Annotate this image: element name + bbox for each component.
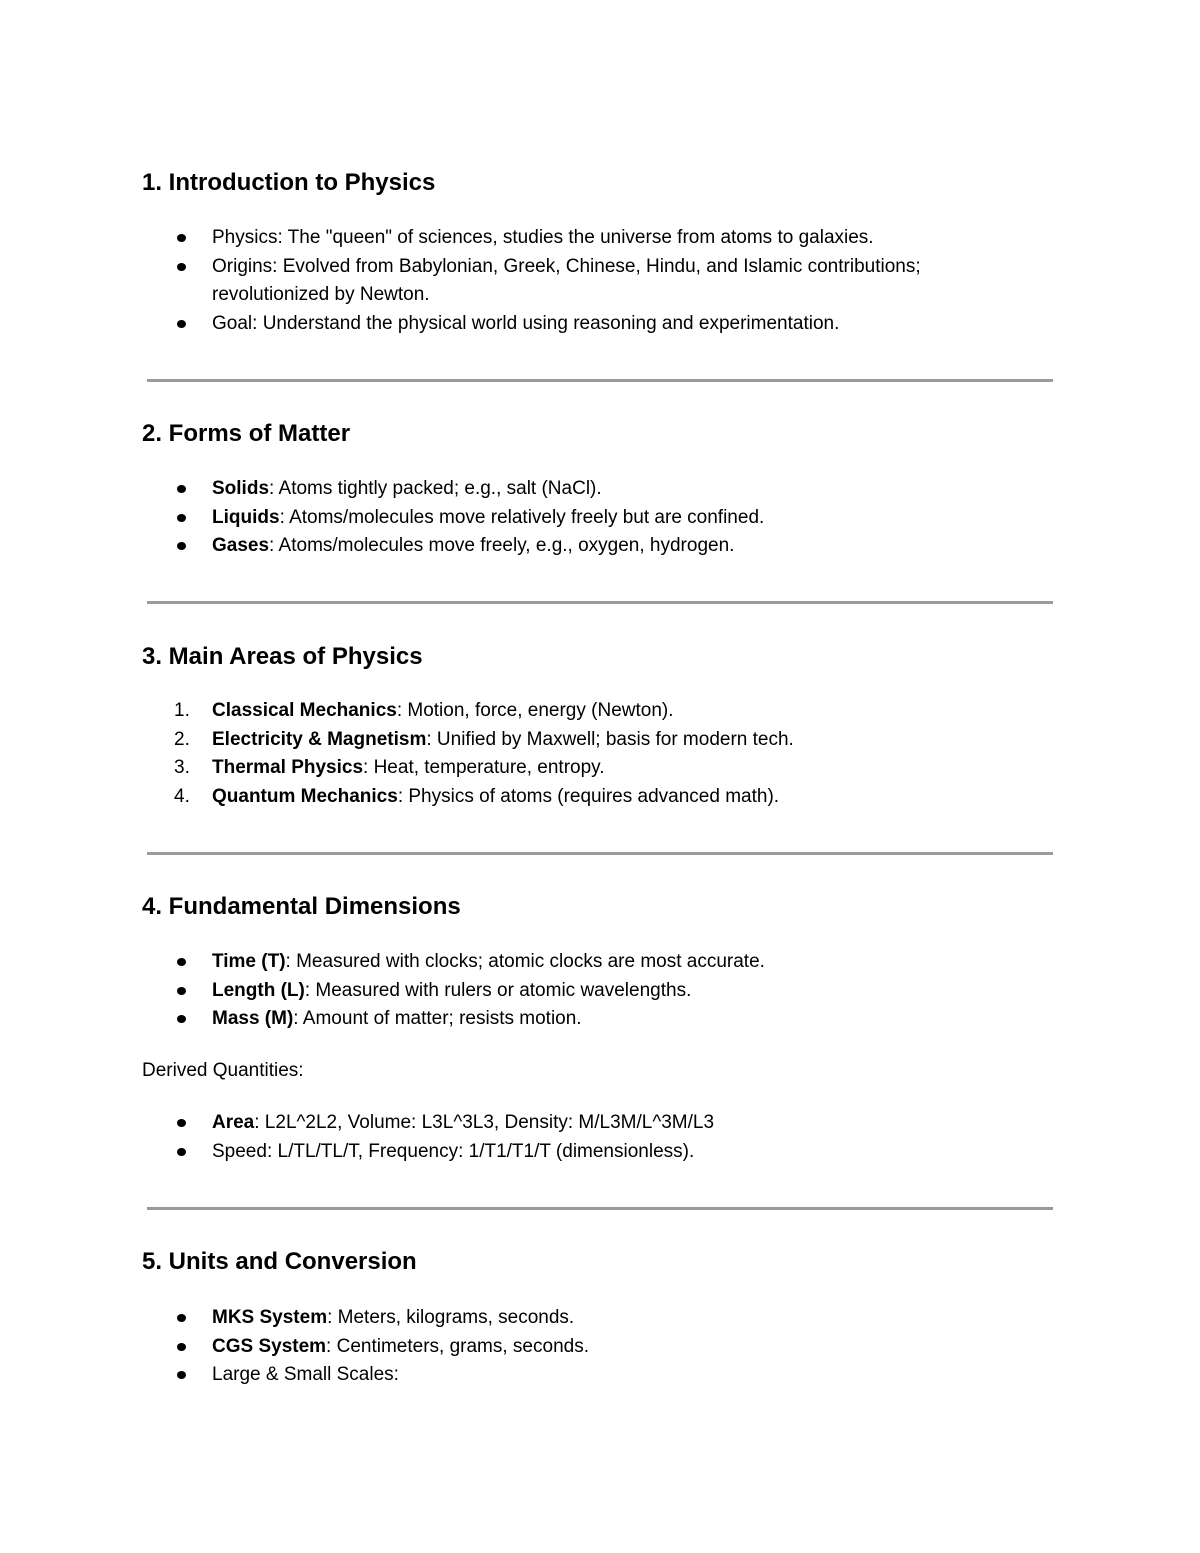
bullet-icon [177, 234, 186, 242]
item-text: Speed: L/TL/TL/T, Frequency: 1/T1/T1/T (dimensionless). [212, 1140, 695, 1162]
item-number: 3. [174, 757, 190, 778]
item-number: 2. [174, 728, 190, 750]
list-item [0, 1361, 1032, 1390]
list-item [0, 532, 1032, 561]
item-text: : Measured with clocks; atomic clocks are most accurate. [285, 951, 765, 972]
bullet-icon [177, 1343, 186, 1351]
item-text: Origins: Evolved from Babylonian, Greek, Chinese, Hindu, and Islamic contributions; revolutionized by Newton. [212, 255, 921, 305]
item-text: : Meters, kilograms, seconds. [327, 1307, 575, 1328]
item-term: MKS System [212, 1307, 328, 1328]
item-text: : Atoms/molecules move freely, e.g., oxygen, hydrogen. [269, 535, 735, 556]
bullet-icon [177, 320, 186, 328]
item-text: Physics: The "queen" of sciences, studies the universe from atoms to galaxies. [212, 227, 874, 248]
item-text: : Measured with rulers or atomic wavelengths. [304, 979, 692, 1001]
list-item [0, 504, 1032, 533]
item-text: : Centimeters, grams, seconds. [326, 1335, 589, 1357]
list-item [0, 754, 1032, 783]
horizontal-rule [147, 1207, 1053, 1210]
item-term: Gases [212, 535, 270, 556]
item-term: CGS System [212, 1335, 327, 1357]
item-term: Liquids [212, 506, 280, 528]
item-term: Area [212, 1112, 255, 1133]
derived-quantities-label: Derived Quantities: [142, 1060, 304, 1081]
bullet-icon [177, 987, 186, 995]
section-heading: 1. Introduction to Physics [142, 169, 436, 196]
item-text: : Atoms tightly packed; e.g., salt (NaCl). [269, 478, 602, 499]
list-item [0, 253, 1032, 310]
bullet-icon [177, 958, 186, 966]
list-item [0, 977, 1032, 1006]
bullet-icon [177, 542, 186, 550]
item-number: 4. [174, 785, 190, 807]
horizontal-rule [147, 601, 1053, 604]
item-term: Length (L) [212, 979, 305, 1001]
bullet-icon [177, 1371, 186, 1379]
list-item [0, 1304, 1032, 1333]
item-term: Electricity & Magnetism [212, 728, 427, 750]
bullet-icon [177, 1314, 186, 1322]
bullet-list [0, 224, 1200, 338]
list-item [0, 783, 1032, 812]
item-text: : Motion, force, energy (Newton). [396, 700, 674, 721]
numbered-list [0, 697, 1200, 811]
item-number: 1. [174, 700, 190, 721]
item-term: Classical Mechanics [212, 700, 397, 721]
item-term: Solids [212, 478, 270, 499]
bullet-icon [177, 514, 186, 522]
list-item [0, 1138, 1032, 1167]
list-item [0, 948, 1032, 977]
list-item [0, 726, 1032, 755]
bullet-list [0, 1109, 1200, 1166]
section-heading: 5. Units and Conversion [142, 1248, 417, 1275]
list-item [0, 475, 1032, 504]
item-term: Mass (M) [212, 1008, 294, 1029]
item-text: : L2L^2L2, Volume: L3L^3L3, Density: M/L3M/L^3M/L3 [254, 1112, 715, 1133]
list-item [0, 1005, 1032, 1034]
section-heading: 2. Forms of Matter [142, 420, 351, 447]
list-item [0, 310, 1032, 339]
bullet-list [0, 475, 1200, 561]
bullet-icon [177, 1015, 186, 1023]
item-term: Time (T) [212, 951, 286, 972]
item-text: Large & Small Scales: [212, 1364, 399, 1385]
horizontal-rule [147, 379, 1053, 382]
item-text: : Atoms/molecules move relatively freely but are confined. [279, 506, 765, 528]
item-term: Quantum Mechanics [212, 785, 398, 807]
section-heading: 3. Main Areas of Physics [142, 643, 423, 670]
bullet-icon [177, 1119, 186, 1127]
section-heading: 4. Fundamental Dimensions [142, 893, 461, 920]
bullet-icon [177, 485, 186, 493]
list-item [0, 1333, 1032, 1362]
list-item [0, 697, 1032, 726]
list-item [0, 224, 1032, 253]
item-text: : Unified by Maxwell; basis for modern tech. [426, 728, 794, 750]
item-text: : Heat, temperature, entropy. [363, 757, 605, 778]
bullet-icon [177, 263, 186, 271]
item-text: Goal: Understand the physical world using reasoning and experimentation. [212, 312, 840, 334]
bullet-list [0, 1304, 1200, 1390]
horizontal-rule [147, 852, 1053, 855]
item-text: : Physics of atoms (requires advanced math). [397, 785, 780, 807]
item-text: : Amount of matter; resists motion. [293, 1008, 582, 1029]
list-item [0, 1109, 1032, 1138]
item-term: Thermal Physics [212, 757, 364, 778]
bullet-list [0, 948, 1200, 1034]
bullet-icon [177, 1148, 186, 1156]
